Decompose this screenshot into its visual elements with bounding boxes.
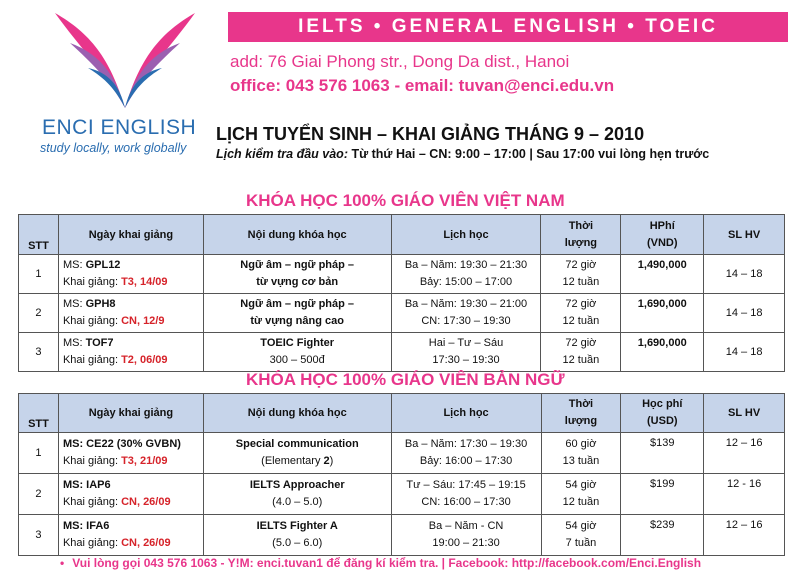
section-native-teachers-title: KHÓA HỌC 100% GIÁO VIÊN BẢN NGỮ (246, 370, 565, 389)
row-stt: 1 (19, 255, 59, 294)
row-students: 12 – 16 (704, 433, 785, 474)
schedule-line-2: 19:00 – 21:30 (432, 537, 500, 549)
course-code: GPL12 (85, 259, 121, 271)
content-line-2: từ vựng nâng cao (250, 315, 344, 327)
content-line-1: Ngữ âm – ngữ pháp – (240, 259, 355, 271)
row-students: 14 – 18 (704, 255, 785, 294)
course-code: MS: IFA6 (62, 520, 110, 532)
content-line-2: (4.0 – 5.0) (272, 496, 323, 508)
table-row (19, 255, 785, 294)
duration-hours: 60 giờ (565, 438, 597, 450)
page-subtitle (216, 147, 709, 161)
schedule-line-2: CN: 16:00 – 17:30 (421, 496, 511, 508)
duration-weeks: 12 tuần (562, 496, 600, 508)
duration-hours: 54 giờ (565, 479, 597, 491)
row-students: 12 - 16 (704, 474, 785, 515)
row-schedule (391, 294, 541, 333)
row-duration (541, 515, 621, 556)
row-stt: 3 (19, 515, 59, 556)
schedule-line-2: Bảy: 15:00 – 17:00 (419, 276, 513, 288)
header-duration-2: lượng (564, 415, 598, 427)
page-title: LỊCH TUYỂN SINH – KHAI GIẢNG THÁNG 9 – 2010 (216, 124, 645, 144)
header-schedule: Lịch học (391, 215, 541, 255)
duration-hours: 72 giờ (565, 337, 597, 349)
header-students: SL HV (704, 394, 785, 433)
duration-weeks: 7 tuần (565, 537, 597, 549)
table-header-row (19, 394, 785, 433)
row-stt: 2 (19, 474, 59, 515)
header-duration-1: Thời (568, 219, 594, 232)
schedule-line-1: Ba – Năm: 19:30 – 21:30 (404, 259, 528, 271)
course-code: MS: IAP6 (62, 479, 111, 491)
row-start (58, 255, 203, 294)
header-fee (621, 215, 704, 255)
contact-office: office: 043 576 1063 - email: tuvan@enci.edu.vn (230, 76, 615, 95)
header-duration (541, 215, 621, 255)
row-duration (541, 255, 621, 294)
wings-logo-icon (50, 8, 200, 113)
course-code: GPH8 (85, 298, 116, 310)
row-schedule (391, 255, 541, 294)
row-schedule (391, 474, 541, 515)
header-students: SL HV (704, 215, 785, 255)
enci-logo (30, 8, 220, 158)
header-duration-2: lượng (564, 236, 598, 249)
row-students: 14 – 18 (704, 333, 785, 372)
duration-weeks: 13 tuần (562, 455, 600, 467)
contact-address: add: 76 Giai Phong str., Dong Da dist., Hanoi (230, 52, 570, 71)
row-content (203, 255, 391, 294)
content-line-1: TOEIC Fighter (260, 337, 335, 349)
header-duration (541, 394, 621, 433)
header-duration-1: Thời (568, 398, 594, 410)
code-label: MS: (62, 298, 86, 310)
start-label: Khai giảng: (62, 276, 122, 288)
row-stt: 2 (19, 294, 59, 333)
row-start (58, 294, 203, 333)
header-fee-1: Học phí (642, 398, 683, 410)
schedule-line-1: Ba – Năm - CN (428, 520, 504, 532)
header-fee-2: (USD) (647, 415, 678, 427)
row-start (58, 474, 203, 515)
row-fee: $199 (621, 474, 704, 515)
logo-name: ENCI ENGLISH (42, 116, 197, 139)
table-row (19, 474, 785, 515)
duration-weeks: 12 tuần (562, 276, 600, 288)
start-date: T3, 21/09 (121, 455, 168, 467)
content-line-2: 300 – 500đ (269, 354, 325, 366)
header-fee (621, 394, 704, 433)
content-line-1: IELTS Fighter A (256, 520, 338, 532)
row-start (58, 433, 203, 474)
start-date: T3, 14/09 (121, 276, 168, 288)
row-schedule (391, 333, 541, 372)
content-line-1: Special communication (235, 438, 359, 450)
schedule-line-1: Ba – Năm: 17:30 – 19:30 (404, 438, 528, 450)
row-content (203, 515, 391, 556)
start-label: Khai giảng: (62, 537, 122, 549)
duration-hours: 54 giờ (565, 520, 597, 532)
header-content: Nội dung khóa học (203, 394, 391, 433)
row-fee: 1,690,000 (621, 333, 704, 372)
start-label: Khai giảng: (62, 496, 122, 508)
row-content (203, 333, 391, 372)
start-label: Khai giảng: (62, 455, 122, 467)
footer-note (60, 556, 701, 570)
schedule-line-1: Tư – Sáu: 17:45 – 19:15 (406, 479, 526, 491)
row-fee: $239 (621, 515, 704, 556)
code-label: MS: (62, 259, 86, 271)
table-row (19, 433, 785, 474)
row-content (203, 433, 391, 474)
start-label: Khai giảng: (62, 315, 122, 327)
row-fee: 1,490,000 (621, 255, 704, 294)
duration-hours: 72 giờ (565, 298, 597, 310)
row-schedule (391, 515, 541, 556)
table-row (19, 294, 785, 333)
duration-hours: 72 giờ (565, 259, 597, 271)
row-students: 12 – 16 (704, 515, 785, 556)
content-line-2: từ vựng cơ bản (256, 276, 339, 288)
row-duration (541, 333, 621, 372)
table-header-row (19, 215, 785, 255)
row-fee: $139 (621, 433, 704, 474)
row-students: 14 – 18 (704, 294, 785, 333)
header-content: Nội dung khóa học (203, 215, 391, 255)
schedule-line-2: 17:30 – 19:30 (432, 354, 500, 366)
row-duration (541, 433, 621, 474)
vietnamese-teachers-table (18, 214, 785, 372)
row-content (203, 294, 391, 333)
start-date: CN, 26/09 (121, 496, 171, 508)
row-duration (541, 294, 621, 333)
footer-text: Vui lòng gọi 043 576 1063 - Y!M: enci.tuvan1 để đăng kí kiểm tra. | Facebook: http://facebook.com/Enci.English (72, 556, 702, 570)
row-stt: 3 (19, 333, 59, 372)
schedule-line-1: Hai – Tư – Sáu (428, 337, 504, 349)
header-schedule: Lịch học (391, 394, 541, 433)
bullet-icon: • (60, 556, 65, 570)
schedule-line-2: CN: 17:30 – 19:30 (421, 315, 511, 327)
start-date: CN, 26/09 (121, 537, 171, 549)
table-row (19, 515, 785, 556)
content-line-2: (5.0 – 6.0) (272, 537, 323, 549)
header-fee-2: (VND) (646, 236, 678, 249)
course-banner: IELTS • GENERAL ENGLISH • TOEIC (228, 12, 788, 42)
content-line-1: Ngữ âm – ngữ pháp – (240, 298, 355, 310)
row-start (58, 333, 203, 372)
table-row (19, 333, 785, 372)
start-date: T2, 06/09 (121, 354, 168, 366)
course-code: TOF7 (85, 337, 114, 349)
start-date: CN, 12/9 (121, 315, 165, 327)
native-teachers-table (18, 393, 785, 556)
subtitle-label: Lịch kiểm tra đầu vào: (216, 147, 348, 161)
start-label: Khai giảng: (62, 354, 122, 366)
header-date: Ngày khai giảng (58, 394, 203, 433)
row-stt: 1 (19, 433, 59, 474)
schedule-line-2: Bảy: 16:00 – 17:30 (419, 455, 513, 467)
course-code: MS: CE22 (30% GVBN) (62, 438, 181, 450)
content-line-2a: (Elementary (261, 455, 324, 467)
header-fee-1: HPhí (649, 219, 675, 232)
content-line-2b: 2 (323, 455, 330, 467)
schedule-line-1: Ba – Năm: 19:30 – 21:00 (404, 298, 528, 310)
row-fee: 1,690,000 (621, 294, 704, 333)
content-line-2c: ) (329, 455, 334, 467)
row-content (203, 474, 391, 515)
logo-tagline: study locally, work globally (40, 141, 187, 155)
content-line-1: IELTS Approacher (249, 479, 345, 491)
row-schedule (391, 433, 541, 474)
duration-weeks: 12 tuần (562, 315, 600, 327)
row-start (58, 515, 203, 556)
duration-weeks: 12 tuần (562, 354, 600, 366)
header-date: Ngày khai giảng (58, 215, 203, 255)
subtitle-text: Từ thứ Hai – CN: 9:00 – 17:00 | Sau 17:00 vui lòng hẹn trước (347, 147, 710, 161)
header-stt: STT (19, 215, 59, 255)
section-vietnamese-teachers-title: KHÓA HỌC 100% GIÁO VIÊN VIỆT NAM (246, 191, 565, 210)
header-stt: STT (19, 394, 59, 433)
code-label: MS: (62, 337, 86, 349)
row-duration (541, 474, 621, 515)
